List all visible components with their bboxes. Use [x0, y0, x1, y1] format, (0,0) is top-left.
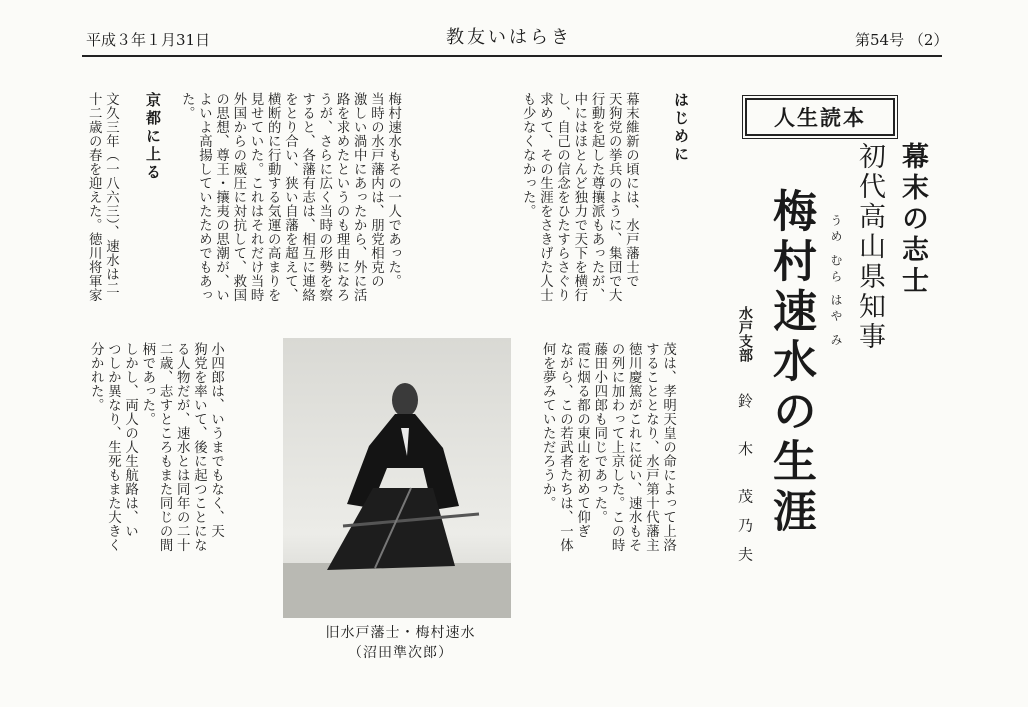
body-column-kyoto: [85, 92, 119, 342]
caption-line-1: 旧水戸藩士・梅村速水: [325, 625, 476, 641]
article-subtitle-2: 初代高山県知事: [854, 142, 885, 352]
text-line: うが、さらに広く当時の形勢を察: [316, 92, 332, 302]
text-line: た。: [179, 92, 195, 120]
byline-author: 鈴 木 茂乃夫: [736, 393, 754, 576]
text-line: 天狗党の挙兵のように、集団で大: [606, 92, 622, 302]
text-line: る人物だが、速水とは同年の二十: [174, 342, 190, 552]
text-line: することとなり、水戸第十代藩主: [643, 342, 659, 552]
section-kicker-box: [745, 98, 895, 136]
title-ruby: うめ むら はや み: [829, 214, 843, 350]
text-line: 藤田小四郎も同じであった。: [591, 342, 607, 524]
text-line: 二歳、志すところもまた同じの間: [157, 342, 173, 552]
text-line: も少なくなかった。: [520, 92, 536, 218]
issue-number: 第54号 （2）: [855, 31, 949, 49]
text-line: 横断的に行動する気運の高まりを: [265, 92, 281, 302]
text-line: 幕末維新の頃には、水戸藩士で: [623, 92, 639, 288]
text-line: 徳川慶篤がこれに従い、速水もそ: [626, 342, 642, 552]
text-line: 文久三年（一八六三）、速水は二: [103, 92, 119, 296]
text-line: 茂は、孝明天皇の命によって上洛: [660, 342, 676, 552]
body-column-lower-left: [87, 342, 225, 612]
text-line: 分かれた。: [88, 342, 104, 412]
text-line: 柄であった。: [139, 342, 155, 426]
byline-branch: 水戸支部: [737, 306, 753, 362]
text-line: の思想、尊王・攘夷の思潮が、い: [213, 92, 229, 302]
text-line: すると、各藩有志は、相互に連絡: [299, 92, 315, 302]
photo-caption: [288, 623, 513, 663]
text-line: ながら、この若武者たちは、一体: [557, 342, 573, 552]
section-kicker: 人生読本: [774, 105, 866, 130]
text-line: し、自己の信念をひたすらさぐり: [554, 92, 570, 302]
text-line: よいよ高揚していたためでもあっ: [196, 92, 212, 302]
text-line: 求めて、その生涯をさきげた人士: [537, 92, 553, 302]
text-line: 梅村速水もその一人であった。: [385, 92, 401, 288]
text-line: 小四郎は、いうまでもなく、天: [208, 342, 224, 538]
body-column-lower-right: [539, 342, 677, 612]
portrait-illustration: [283, 338, 511, 618]
text-line: 狗党を率いて、後に起つことにな: [191, 342, 207, 552]
text-line: しかし、両人の人生航路は、い: [122, 342, 138, 538]
text-line: 当時の水戸藩内は、朋党相克の: [368, 92, 384, 288]
text-line: をとり合い、狭い自藩を超えて、: [282, 92, 298, 302]
text-line: の列に加わって上京した。この時: [609, 342, 625, 552]
section-heading-intro: はじめに: [672, 92, 690, 164]
text-line: 路を求めたというのも理由になろ: [334, 92, 350, 302]
issue-date: 平成３年１月31日: [86, 31, 211, 49]
text-line: 行動を起した尊攘派もあったが、: [589, 92, 605, 302]
newsletter-title: 教友いはらき: [446, 27, 572, 48]
body-column-intro: [519, 92, 639, 342]
section-heading-kyoto: 京都に上る: [144, 92, 162, 182]
text-line: 中にはほとんど独力で天下を横行: [571, 92, 587, 302]
text-line: 激しい渦中にあったから、外に活: [351, 92, 367, 302]
article-title: 梅村速水の生涯: [765, 188, 816, 538]
text-line: 何を夢みていただろうか。: [540, 342, 556, 510]
text-line: つしか異なり、生死もまた大きく: [105, 342, 121, 552]
caption-line-2: （沼田準次郎）: [348, 645, 453, 661]
article-subtitle-1: 幕末の志士: [897, 142, 928, 297]
text-line: 十二歳の春を迎えた。徳川将軍家: [86, 92, 102, 302]
body-column-upper: [178, 92, 402, 342]
text-line: 外国からの威圧に対抗して、救国: [230, 92, 246, 302]
text-line: 霞に烟る都の東山を初めて仰ぎ: [574, 342, 590, 538]
text-line: 見せていた。これはそれだけ当時: [248, 92, 264, 302]
header-rule: [82, 55, 942, 57]
portrait-photo: [283, 338, 511, 618]
